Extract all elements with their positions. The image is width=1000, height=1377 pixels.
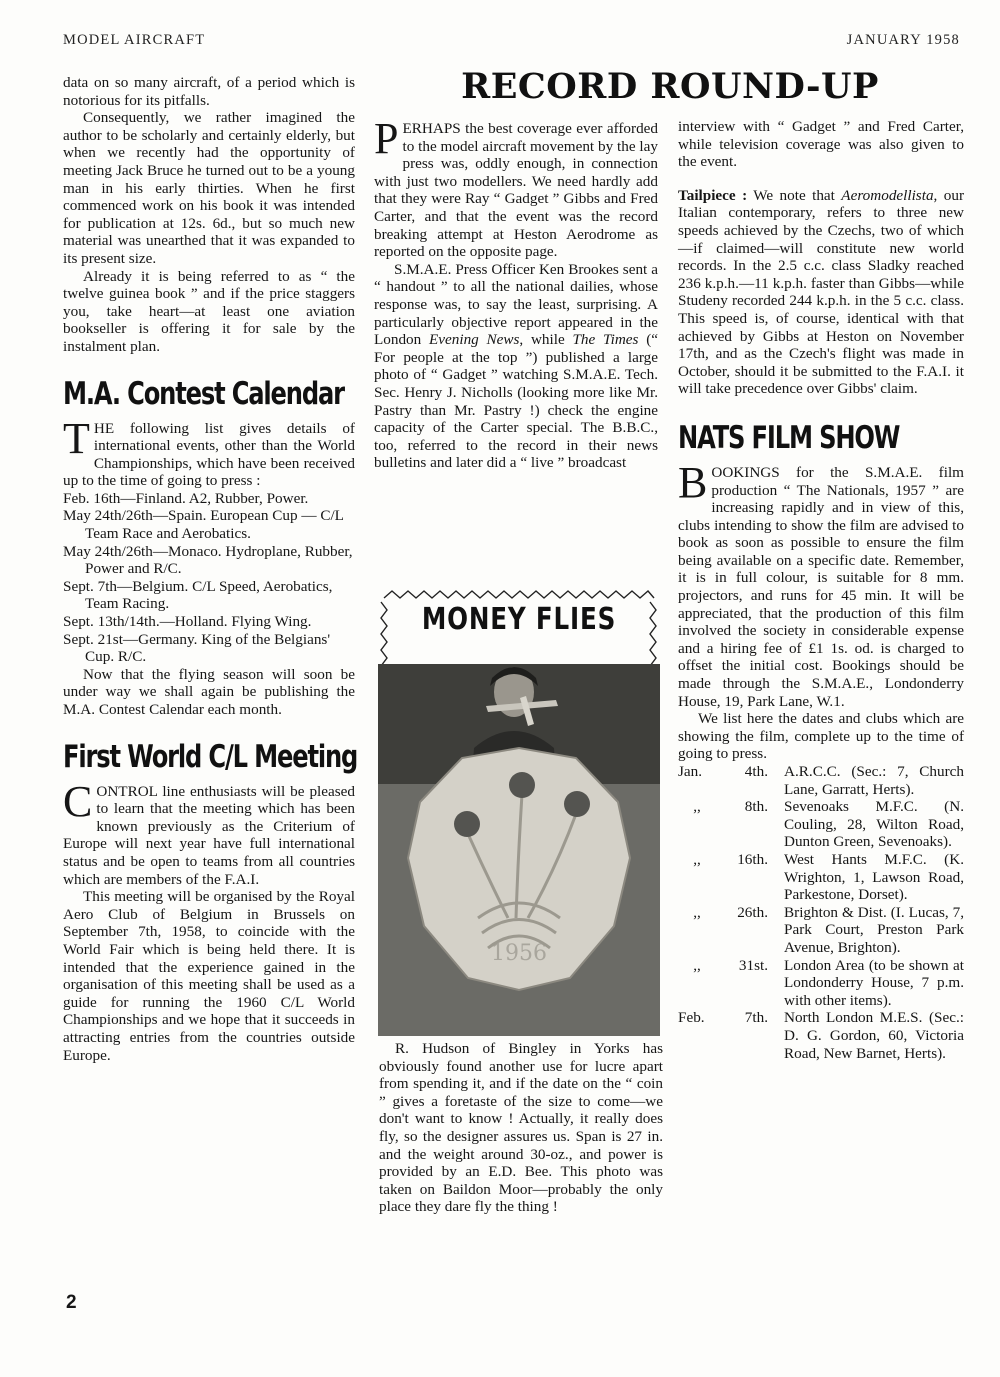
money-flies-heading: MONEY FLIES <box>421 602 617 637</box>
issue-date: JANUARY 1958 <box>846 32 960 48</box>
booking-month: ,, <box>693 850 701 868</box>
intro-paragraph: Consequently, we rather imagined the author to be scholarly and certainly elderly, but when we recently had the opportunity of meeting Jack Bruce he turned out to be a young man in his early thirties. When he first commenced work on his book it was intended for publication at 12s. 6d., but so much new material was unearthed that it was expanded to its present size. <box>63 109 355 267</box>
column-left <box>63 74 358 1064</box>
table-row <box>678 798 964 851</box>
booking-month: ,, <box>693 956 701 974</box>
intro-paragraph: Already it is being referred to as “ the twelve guinea book ” and if the price staggers you, take heart—at least one aviation bookseller is offering it for sale by the instalment plan. <box>63 267 355 355</box>
event-item: Sept. 13th/14th.—Holland. Flying Wing. <box>63 613 312 631</box>
broadcast-paragraph: interview with “ Gadget ” and Fred Carter, while television coverage was also given to the event. <box>678 118 964 171</box>
zigzag-border-right <box>650 602 656 666</box>
table-row <box>678 1009 964 1062</box>
photo-caption-text: R. Hudson of Bingley in Yorks has obviously found another use for lucre apart from spending it, and if the date on the “ coin ” gives a foretaste of the size to come—we don't want to know ! Actually, it really does fly, so the designer assures us. Span is 27 in. and the weight around 30-oz., and power is provided by an E.D. Bee. This photo was taken on Baildon Moor—probably the only place they dare fly the thing ! <box>379 1040 663 1216</box>
booking-day: 7th. <box>744 1009 768 1027</box>
column-middle <box>374 114 658 472</box>
contest-intro: THE following list gives details of international events, other than the World Championships, which have been received up to the time of going to press : <box>63 413 355 490</box>
nats-film-show-heading: NATS FILM SHOW <box>678 419 900 456</box>
column-right <box>678 118 964 1062</box>
table-row <box>678 957 964 1010</box>
booking-club: A.R.C.C. (Sec.: 7, Church Lane, Garratt, Herts). <box>784 763 964 798</box>
drop-cap: P <box>374 114 399 163</box>
coverage-paragraph: PERHAPS the best coverage ever afforded to the model aircraft movement by the lay press was, oddly enough, in connection with just two modellers. We need hardly add that they were Ray “ Gadget ” Gibbs and Fred Carter, and that the event was the record breaking attempt at Heston Aerodrome as reported on the opposite page. <box>374 114 658 261</box>
page-number: 2 <box>66 1292 77 1313</box>
bookings-table <box>678 763 964 1062</box>
thistle-flower-icon <box>454 811 480 837</box>
nats-paragraph: BOOKINGS for the S.M.A.E. film production “ The Nationals, 1957 ” are increasing rapidly and in view of this, clubs intending to show the film are advised to book as soon as possible to ensure the film being available on a specific date. Remember, it is in full colour, is suitable for 8 mm. projectors, and runs for 45 min. It will be appreciated, that the production of this film involved the society in considerable expense and a hiring fee of £1 1s. od. is charged to offset the initial cost. Bookings should be made through the S.M.A.E., Londonderry House, 19, Park Lane, W.1. <box>678 457 964 710</box>
drop-cap: T <box>63 413 90 463</box>
booking-club: Brighton & Dist. (I. Lucas, 7, Park Court, Preston Park Avenue, Brighton). <box>784 903 964 956</box>
nats-paragraph: We list here the dates and clubs which are showing the film, complete up to the time of going to press. <box>678 710 964 763</box>
intro-paragraph: data on so many aircraft, of a period which is notorious for its pitfalls. <box>63 74 355 109</box>
money-flies-photo <box>378 588 660 1036</box>
booking-club: North London M.E.S. (Sec.: D. G. Gordon, 60, Victoria Road, New Barnet, Herts). <box>784 1009 964 1062</box>
booking-day: 4th. <box>744 763 768 780</box>
magazine-name: MODEL AIRCRAFT <box>63 32 206 48</box>
event-item: Sept. 7th—Belgium. C/L Speed, Aerobatics, Team Racing. <box>63 577 333 613</box>
booking-month: Feb. <box>678 1009 705 1027</box>
record-roundup-heading: RECORD ROUND-UP <box>461 66 879 107</box>
table-row <box>678 763 964 798</box>
contest-outro: Now that the flying season will soon be under way we shall again be publishing the M.A. Contest Calendar each month. <box>63 665 355 718</box>
zigzag-border-top <box>384 591 654 598</box>
booking-day: 8th. <box>744 798 768 816</box>
event-item: May 24th/26th—Monaco. Hydroplane, Rubber, Power and R/C. <box>63 542 353 578</box>
world-meeting-paragraph: This meeting will be organised by the Royal Aero Club of Belgium in Brussels on September 7th, 1958, to coincide with the World Fair which is being held there. It is intended that the experience gained in the organisation of this meeting shall be used as a guide for running the 1960 C/L World Championships and we hope that it succeeds in attracting entries from the countries outside Europe. <box>63 888 355 1064</box>
booking-month: Jan. <box>678 763 703 780</box>
booking-day: 31st. <box>738 956 768 974</box>
booking-day: 26th. <box>737 903 768 921</box>
tailpiece-paragraph: Tailpiece : We note that Aeromodellista, our Italian contemporary, refers to three new speeds achieved by the Czechs, two of which—if claimed—will constitute new world records. In the 2.5 c.c. class Sladky reached 236 k.p.h.—11 k.p.h. faster than Gibbs—while Studeny recorded 244 k.p.h. in the 5 c.c. class. This speed is, of course, identical with that achieved by Gibbs at Heston on November 17th, and as the Czech's flight was made in October, should it be submitted to the F.A.I. it will take precedence over Gibbs' claim. <box>678 186 965 398</box>
event-item: Feb. 16th—Finland. A2, Rubber, Power. <box>63 489 309 507</box>
event-item: May 24th/26th—Spain. European Cup — C/L Team Race and Aerobatics. <box>63 507 344 543</box>
thistle-flower-icon <box>564 791 590 817</box>
coverage-paragraph: S.M.A.E. Press Officer Ken Brookes sent a “ handout ” to all the national dailies, whose response was, to say the least, surprising. A particularly objective report appeared in the London Evening News, while The Times (“ For people at the top ”) published a large photo of “ Gadget ” watching S.M.A.E. Tech. Sec. Henry J. Nicholls (looking more like Mr. Pastry than Mr. Pastry !) check the engine capacity of the Carter special. The B.B.C., too, referred to the record in their news bulletins and later did a “ live ” broadcast <box>374 260 658 472</box>
tailpiece-label: Tailpiece : <box>678 186 748 204</box>
coin-year: 1956 <box>491 941 547 966</box>
money-flies-photo-box <box>378 588 660 1036</box>
drop-cap: C <box>63 776 93 826</box>
drop-cap: B <box>678 457 708 507</box>
booking-month: ,, <box>693 903 701 921</box>
table-row <box>678 851 964 904</box>
world-meeting-paragraph: CONTROL line enthusiasts will be pleased to learn that the meeting which has been known previously as the Criterium of Europe will next year have full international status and be open to teams from all countries which are members of the F.A.I. <box>63 776 355 888</box>
event-item: Sept. 21st—Germany. King of the Belgians' Cup. R/C. <box>63 630 331 666</box>
photo-caption <box>379 1040 663 1216</box>
contest-calendar-heading: M.A. Contest Calendar <box>63 375 344 412</box>
booking-day: 16th. <box>737 850 768 868</box>
booking-club: West Hants M.F.C. (K. Wrighton, 1, Lawson Road, Parkestone, Dorset). <box>784 850 964 904</box>
booking-month: ,, <box>693 798 701 816</box>
world-cl-meeting-heading: First World C/L Meeting <box>63 738 358 775</box>
zigzag-border-left <box>381 602 387 666</box>
thistle-flower-icon <box>509 772 535 798</box>
booking-club: London Area (to be shown at Londonderry House, 7 p.m. with other items). <box>784 956 964 1009</box>
booking-club: Sevenoaks M.F.C. (N. Couling, 28, Wilton Road, Dunton Green, Sevenoaks). <box>784 798 964 851</box>
table-row <box>678 904 964 957</box>
